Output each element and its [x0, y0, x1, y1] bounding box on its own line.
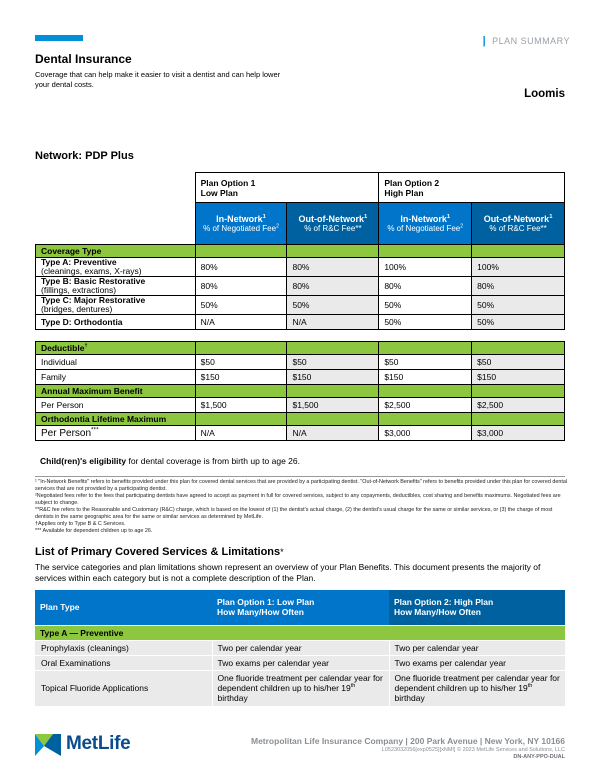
- company-address: Metropolitan Life Insurance Company | 200 Park Avenue | New York, NY 10166: [250, 736, 565, 746]
- coverage-value: 80%: [195, 258, 287, 277]
- deductible-value: $150: [379, 370, 472, 385]
- ortho-max-value: $3,000: [472, 426, 565, 441]
- coverage-value: 100%: [379, 258, 472, 277]
- coverage-value: N/A: [195, 315, 287, 330]
- annual-max-value: $1,500: [195, 398, 287, 413]
- plan2-limit: One fluoride treatment per calendar year for dependent children up to his/her 19th birthday: [389, 670, 565, 706]
- ortho-max-value: $3,000: [379, 426, 472, 441]
- plan1-limit: Two exams per calendar year: [212, 655, 389, 670]
- deductible-value: $50: [287, 355, 379, 370]
- deductible-value: $150: [472, 370, 565, 385]
- ortho-max-value: N/A: [195, 426, 287, 441]
- coverage-value: 50%: [195, 296, 287, 315]
- footnote: **R&C fee refers to the Reasonable and Customary (R&C) charge, which is based on the lowest of (1) the dentist's actual charge, (2) the dentist's usual charge for the same or similar services, or (3) the charge of most dentists in the same geographic area for the same or similar services as determined by MetLife.: [35, 507, 553, 520]
- coverage-type-heading: Coverage Type: [36, 245, 196, 258]
- eligibility-note: Child(ren)'s eligibility for dental coverage is from birth up to age 26.: [40, 456, 300, 466]
- deductible-value: $150: [287, 370, 379, 385]
- divider: [35, 476, 565, 477]
- coverage-value: 50%: [287, 296, 379, 315]
- out-network-header: Out-of-Network$^1$ % of R&C Fee**: [287, 203, 379, 245]
- footnote: †Applies only to Type B & C Services.: [35, 521, 126, 527]
- coverage-value: N/A: [287, 315, 379, 330]
- family-label: Family: [36, 370, 196, 385]
- network-heading: Network: PDP Plus: [35, 150, 134, 162]
- plan-option-1-header: Plan Option 1 Low Plan: [195, 173, 379, 203]
- blank-header-cell: [36, 173, 196, 203]
- annual-maximum-heading: Annual Maximum Benefit: [36, 385, 196, 398]
- in-network-header: In-Network$^1$ % of Negotiated Fee$^2$: [195, 203, 287, 245]
- accent-bar: [35, 35, 83, 41]
- plan1-limit: Two per calendar year: [212, 640, 389, 655]
- footnote: *** Available for dependent children up to age 26.: [35, 528, 153, 534]
- deductible-value: $50: [195, 355, 287, 370]
- coverage-value: 80%: [195, 277, 287, 296]
- page-subtitle: Coverage that can help make it easier to visit a dentist and can help lower your dental costs.: [35, 70, 281, 89]
- metlife-logo-icon: [35, 732, 61, 756]
- metlife-logo: [35, 732, 130, 756]
- services-description: The service categories and plan limitations shown represent an overview of your Plan Benefits. This document presents the majority of services within each category but is not a complete description of the Plan.: [35, 562, 541, 583]
- plan2-limit: Two exams per calendar year: [389, 655, 565, 670]
- footnote: ²Negotiated fees refer to the fees that participating dentists have agreed to accept as payment in full for covered services, subject to any copayments, deductibles, cost sharing and benefits maximums. Negotiated fees are subject to change.: [35, 493, 561, 506]
- deductible-heading: Deductible†: [36, 342, 196, 355]
- footnote: ¹ "In-Network Benefits" refers to benefits provided under this plan for covered dental services that are provided by a participating dentist. "Out-of-Network Benefits" refers to benefits provided under this plan for covered dental services that are not provided by a participating dentist.: [35, 479, 568, 492]
- plan2-limit: Two per calendar year: [389, 640, 565, 655]
- per-person-label: Per Person: [36, 398, 196, 413]
- coverage-value: 80%: [472, 277, 565, 296]
- deductible-value: $50: [379, 355, 472, 370]
- annual-max-value: $2,500: [379, 398, 472, 413]
- plan-option-1-header: Plan Option 1: Low Plan How Many/How Often: [212, 590, 389, 625]
- coverage-value: 80%: [287, 258, 379, 277]
- annual-max-value: $1,500: [287, 398, 379, 413]
- ortho-per-person-label: Per Person***: [36, 426, 196, 441]
- type-a-group-heading: Type A — Preventive: [35, 625, 565, 640]
- plan-type-header: Plan Type: [35, 590, 212, 625]
- orthodontia-max-heading: Orthodontia Lifetime Maximum: [36, 413, 196, 426]
- plan1-limit: One fluoride treatment per calendar year for dependent children up to his/her 19th birthday: [212, 670, 389, 706]
- coverage-row-label: Type A: Preventive (cleanings, exams, X-rays): [36, 258, 196, 277]
- coverage-value: 50%: [472, 296, 565, 315]
- coverage-value: 50%: [472, 315, 565, 330]
- plan-option-2-header: Plan Option 2: High Plan How Many/How Often: [389, 590, 565, 625]
- plan-option-2-header: Plan Option 2 High Plan: [379, 173, 565, 203]
- coverage-value: 100%: [472, 258, 565, 277]
- page-title: Dental Insurance: [35, 52, 132, 66]
- company-name: Loomis: [524, 88, 565, 100]
- coverage-row-label: Type C: Major Restorative (bridges, dentures): [36, 296, 196, 315]
- service-name: Prophylaxis (cleanings): [35, 640, 212, 655]
- metlife-wordmark: MetLife: [66, 733, 131, 754]
- coverage-row-label: Type D: Orthodontia: [36, 315, 196, 330]
- ortho-max-value: N/A: [287, 426, 379, 441]
- coverage-value: 50%: [379, 315, 472, 330]
- annual-max-value: $2,500: [472, 398, 565, 413]
- document-id: DN-ANY-PPO-DUAL: [513, 754, 565, 760]
- deductible-value: $50: [472, 355, 565, 370]
- services-table: [35, 590, 565, 707]
- services-title: List of Primary Covered Services & Limitations*: [35, 546, 284, 558]
- coverage-row-label: Type B: Basic Restorative (fillings, extractions): [36, 277, 196, 296]
- plan-summary-label: | PLAN SUMMARY: [482, 35, 570, 47]
- deductible-value: $150: [195, 370, 287, 385]
- out-network-header: Out-of-Network$^1$ % of R&C Fee**: [472, 203, 565, 245]
- individual-label: Individual: [36, 355, 196, 370]
- coverage-value: 80%: [287, 277, 379, 296]
- coverage-value: 50%: [379, 296, 472, 315]
- benefits-table: [35, 172, 565, 441]
- service-name: Oral Examinations: [35, 655, 212, 670]
- in-network-header: In-Network$^1$ % of Negotiated Fee$^2$: [379, 203, 472, 245]
- footnotes: [35, 479, 570, 535]
- document-code: L0523032056[exp0525][xNMI] © 2023 MetLife Services and Solutions, LLC: [381, 747, 565, 753]
- service-name: Topical Fluoride Applications: [35, 670, 212, 706]
- coverage-value: 80%: [379, 277, 472, 296]
